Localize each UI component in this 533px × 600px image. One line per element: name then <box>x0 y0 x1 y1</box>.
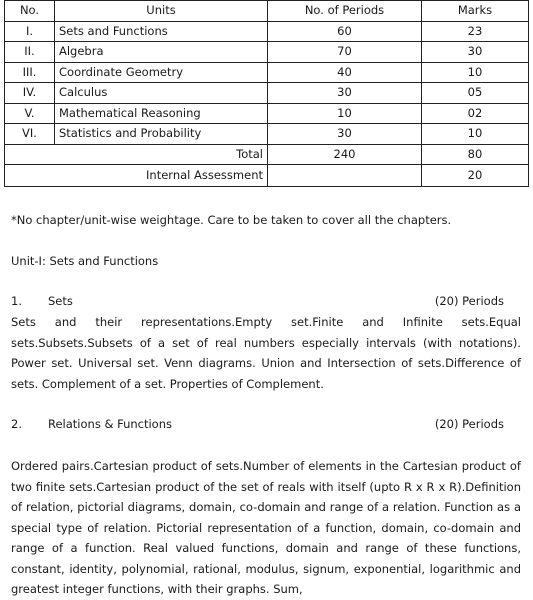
row-periods: 70 <box>268 42 422 63</box>
internal-assessment-periods <box>268 165 422 187</box>
topic-periods: (20) Periods <box>434 417 504 431</box>
row-unit: Sets and Functions <box>55 21 268 42</box>
table-row <box>5 124 529 145</box>
topic-name: Relations & Functions <box>48 417 172 431</box>
row-periods: 60 <box>268 21 422 42</box>
header-marks: Marks <box>422 1 529 22</box>
row-marks: 23 <box>422 21 529 42</box>
row-periods: 10 <box>268 103 422 124</box>
header-units: Units <box>55 1 268 22</box>
row-periods: 30 <box>268 83 422 104</box>
topic-name: Sets <box>48 294 73 308</box>
table-row <box>5 62 529 83</box>
topic-number: 1. <box>11 294 22 308</box>
total-periods: 240 <box>268 144 422 165</box>
weightage-note: *No chapter/unit-wise weightage. Care to be taken to cover all the chapters. <box>11 213 452 227</box>
row-marks: 10 <box>422 124 529 145</box>
row-number: VI. <box>5 124 55 145</box>
topic-periods: (20) Periods <box>434 294 504 308</box>
table-header-row <box>5 1 529 22</box>
row-marks: 05 <box>422 83 529 104</box>
row-periods: 40 <box>268 62 422 83</box>
total-row <box>5 144 529 165</box>
total-marks: 80 <box>422 144 529 165</box>
internal-assessment-row <box>5 165 529 187</box>
row-unit: Algebra <box>55 42 268 63</box>
row-unit: Statistics and Probability <box>55 124 268 145</box>
row-number: I. <box>5 21 55 42</box>
table-row <box>5 103 529 124</box>
row-periods: 30 <box>268 124 422 145</box>
row-unit: Coordinate Geometry <box>55 62 268 83</box>
total-label: Total <box>5 144 268 165</box>
unit-heading: Unit-I: Sets and Functions <box>11 254 159 268</box>
row-number: V. <box>5 103 55 124</box>
header-no: No. <box>5 1 55 22</box>
row-marks: 10 <box>422 62 529 83</box>
row-number: III. <box>5 62 55 83</box>
table-row <box>5 42 529 63</box>
row-unit: Mathematical Reasoning <box>55 103 268 124</box>
row-marks: 30 <box>422 42 529 63</box>
table-row <box>5 21 529 42</box>
units-table <box>4 0 529 187</box>
topic-description-sets: Sets and their representations.Empty set.Finite and Infinite sets.Equal sets.Subsets.Subsets of a set of real numbers especially intervals (with notations). Power set. Universal set. Venn diagrams. Union and Intersection of sets.Difference of sets. Complement of a set. Properties of Complement. <box>11 315 521 391</box>
row-unit: Calculus <box>55 83 268 104</box>
header-periods: No. of Periods <box>268 1 422 22</box>
row-number: IV. <box>5 83 55 104</box>
row-marks: 02 <box>422 103 529 124</box>
topic-number: 2. <box>11 417 22 431</box>
topic-description-relations-functions: Ordered pairs.Cartesian product of sets.Number of elements in the Cartesian product of two finite sets.Cartesian product of the set of reals with itself (upto R x R x R).Definition of relation, pictorial diagrams, domain, co-domain and range of a relation. Function as a special type of relation. Pictorial representation of a function, domain, co-domain and range of a function. Real valued functions, domain and range of these functions, constant, identity, polynomial, rational, modulus, signum, exponential, logarithmic and greatest integer functions, with their graphs. Sum, <box>11 459 521 596</box>
internal-assessment-label: Internal Assessment <box>5 165 268 187</box>
table-row <box>5 83 529 104</box>
row-number: II. <box>5 42 55 63</box>
internal-assessment-marks: 20 <box>422 165 529 187</box>
